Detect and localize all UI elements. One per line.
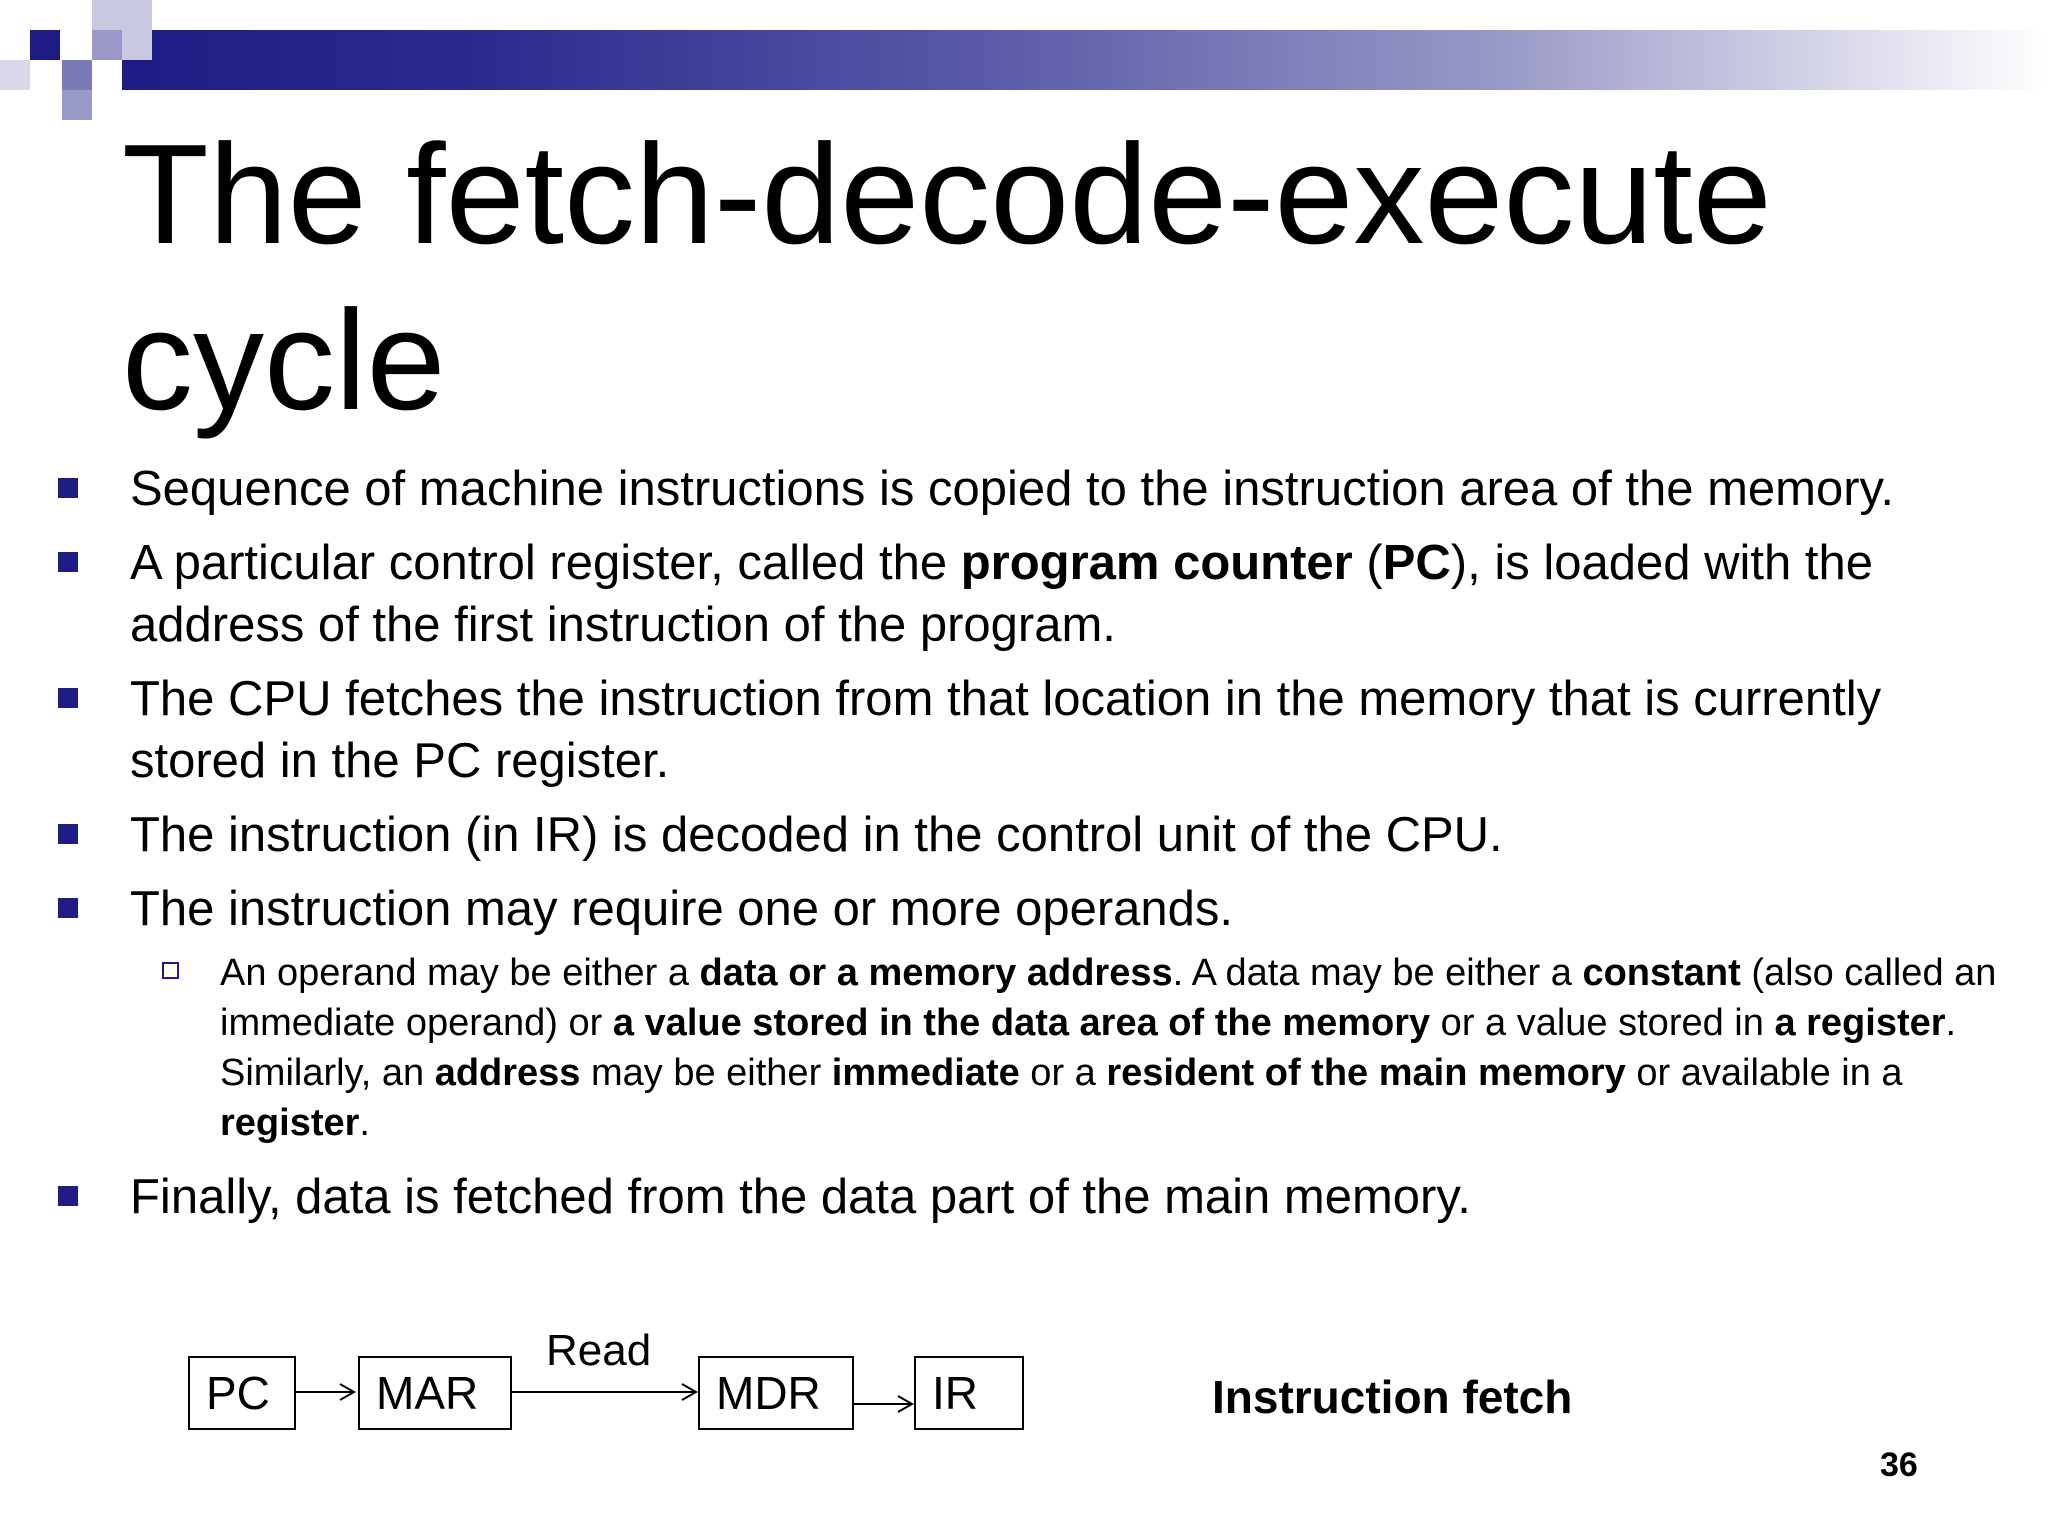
header-decor-square <box>0 60 30 90</box>
bullet-item <box>54 458 2014 520</box>
pc-box: PC <box>188 1356 296 1430</box>
mdr-box: MDR <box>698 1356 854 1430</box>
square-bullet-icon <box>58 478 78 498</box>
sub-bullet-text: An operand may be either a data or a memory address. A data may be either a constant (also called an immediate operand) or a value stored in the data area of the memory or a value stored in a register. Similarly, an address may be either immediate or a resident of the main memory or available in a register. <box>220 952 1997 1144</box>
bullet-item <box>54 668 2014 792</box>
diagram-caption: Instruction fetch <box>1212 1371 1573 1423</box>
read-label: Read <box>546 1326 652 1375</box>
bullet-item <box>54 532 2014 656</box>
square-bullet-icon <box>58 688 78 708</box>
header-decor-square <box>62 60 92 90</box>
bullet-text: The instruction may require one or more operands. <box>130 882 1234 936</box>
page-number: 36 <box>1880 1446 1918 1484</box>
sub-bullet-item <box>220 948 2014 1148</box>
bullet-item <box>54 878 2014 940</box>
header-decor-square <box>92 30 122 60</box>
bullet-text: The CPU fetches the instruction from that location in the memory that is currently stored in the PC register. <box>130 672 1882 788</box>
square-bullet-icon <box>58 824 78 844</box>
mar-box: MAR <box>358 1356 512 1430</box>
square-bullet-icon <box>58 1186 78 1206</box>
bullet-item <box>54 1166 2014 1228</box>
slide-title: The fetch-decode-execute cycle <box>122 115 1772 440</box>
instruction-fetch-diagram <box>0 1300 2048 1460</box>
bullet-text: Sequence of machine instructions is copied to the instruction area of the memory. <box>130 462 1895 516</box>
hollow-square-bullet-icon <box>162 962 179 979</box>
header-gradient-bar <box>122 30 2048 90</box>
ir-box: IR <box>914 1356 1024 1430</box>
bullet-text: The instruction (in IR) is decoded in the control unit of the CPU. <box>130 808 1503 862</box>
bullet-text: A particular control register, called the program counter (PC), is loaded with the address of the first instruction of the program. <box>130 536 1873 652</box>
header-decor-square <box>62 90 92 120</box>
diagram-arrows <box>0 1300 2048 1460</box>
bullet-list <box>54 458 2014 1240</box>
header-decor-square <box>30 30 60 60</box>
square-bullet-icon <box>58 552 78 572</box>
bullet-item <box>54 804 2014 866</box>
bullet-text: Finally, data is fetched from the data part of the main memory. <box>130 1170 1471 1224</box>
square-bullet-icon <box>58 898 78 918</box>
